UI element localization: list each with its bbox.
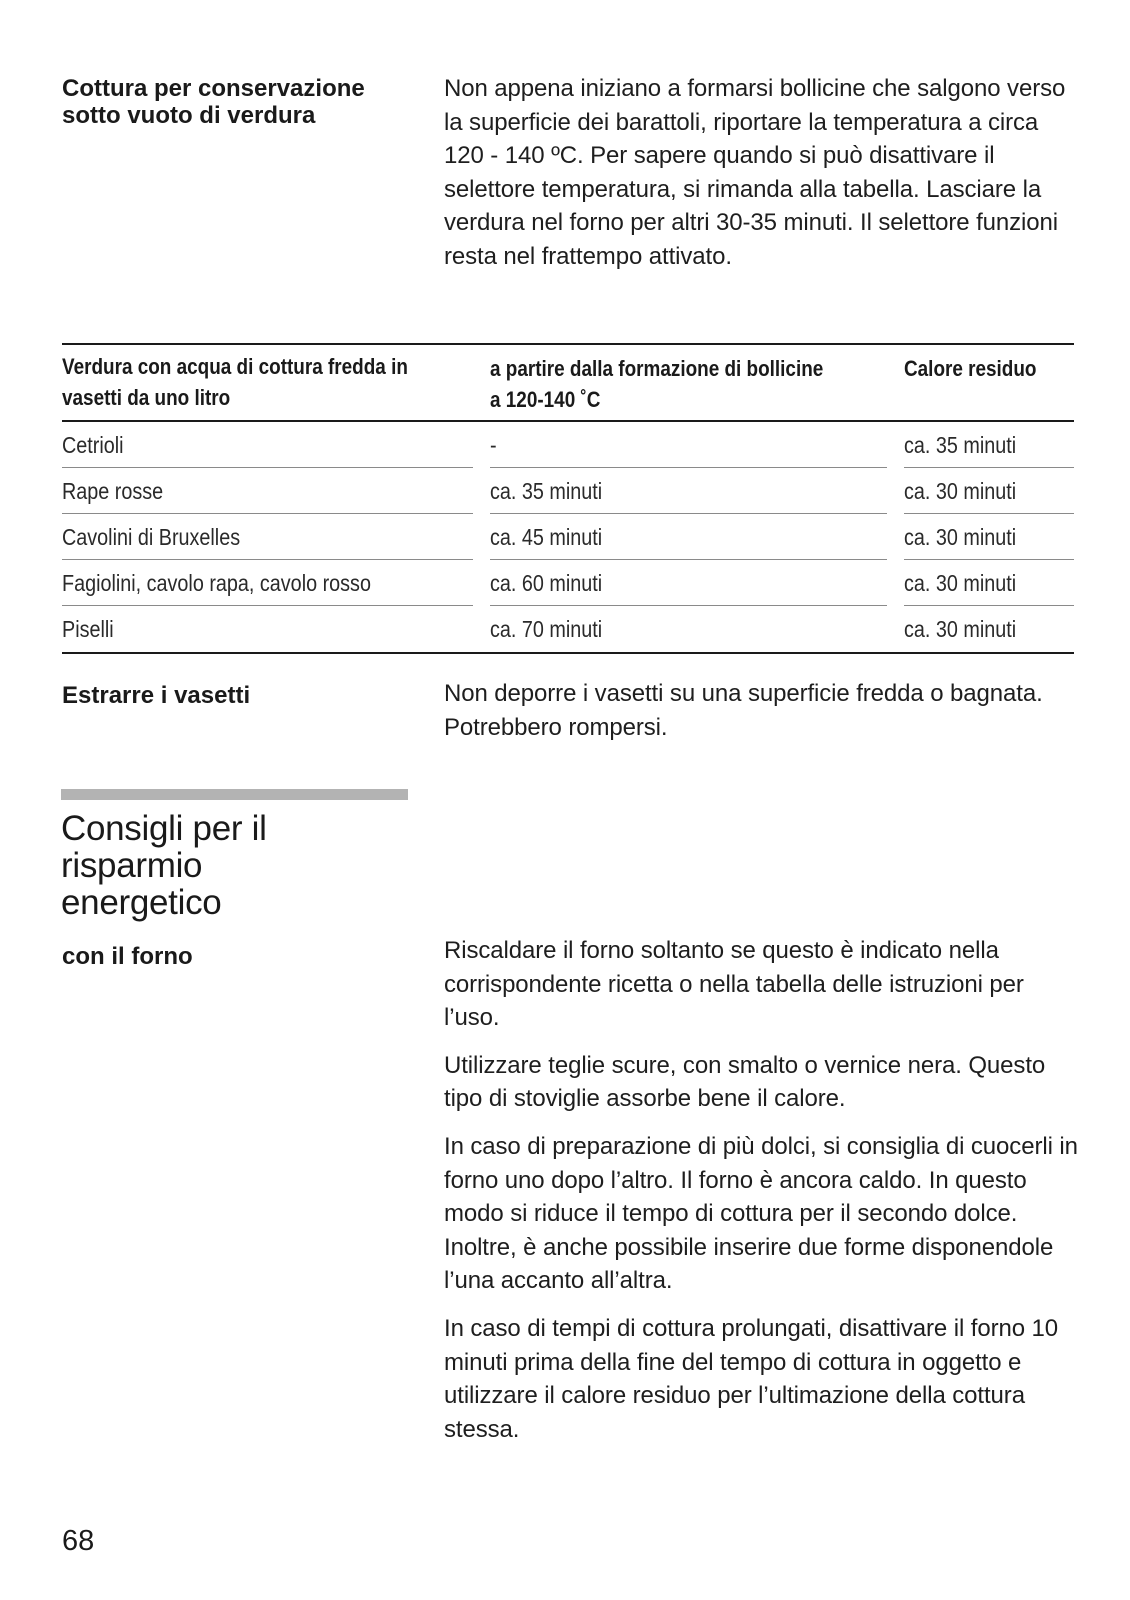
table-header-verdura: Verdura con acqua di cottura fredda in vasetti da uno litro [62,354,408,410]
section-divider-bar [61,789,408,800]
cell-bollicine: ca. 35 minuti [490,478,603,504]
cell-bollicine: ca. 70 minuti [490,616,603,642]
table-header-calore: Calore residuo [904,356,1037,381]
cell-calore: ca. 35 minuti [904,432,1017,458]
cell-calore: ca. 30 minuti [904,616,1017,642]
cell-verdura: Fagiolini, cavolo rapa, cavolo rosso [62,570,371,596]
forno-text [444,934,1084,1446]
forno-paragraph-2: Utilizzare teglie scure, con smalto o vernice nera. Questo tipo di stoviglie assorbe bene il calore. [444,1051,1046,1113]
cell-verdura: Cavolini di Bruxelles [62,524,241,550]
cell-bollicine: ca. 60 minuti [490,570,603,596]
cell-bollicine: - [490,432,497,458]
estrarre-heading: Estrarre i vasetti [62,682,251,709]
table-bottom-rule [62,652,1074,654]
page-number: 68 [62,1525,95,1557]
table-top-rule [62,343,1074,345]
section-title: Consigli per il risparmio energetico [61,809,267,922]
cell-verdura: Cetrioli [62,432,124,458]
cell-calore: ca. 30 minuti [904,524,1017,550]
forno-paragraph-4: In caso di tempi di cottura prolungati, disattivare il forno 10 minuti prima della fine del tempo di cottura in oggetto e utilizzare il calore residuo per l’ultimazione della cottura stessa. [444,1314,1059,1443]
cell-calore: ca. 30 minuti [904,570,1017,596]
cell-calore: ca. 30 minuti [904,478,1017,504]
table-row [62,514,1074,560]
table-header-bollicine: a partire dalla formazione di bollicine a 120-140 ˚C [490,356,824,412]
table-row [62,422,1074,468]
conservazione-text: Non appena iniziano a formarsi bollicine che salgono verso la superficie dei barattoli, riportare la temperatura a circa 120 - 140 ºC. Per sapere quando si può disattivare il selettore temperatura, si rimanda alla tabella. Lasciare la verdura nel forno per altri 30-35 minuti. Il selettore funzioni resta nel frattempo attivato. [444,75,1066,270]
cell-bollicine: ca. 45 minuti [490,524,603,550]
conservazione-heading: Cottura per conservazione sotto vuoto di verdura [62,75,365,129]
forno-heading: con il forno [62,943,193,970]
forno-paragraph-1: Riscaldare il forno soltanto se questo è indicato nella corrispondente ricetta o nella tabella delle istruzioni per l’uso. [444,937,1024,1032]
forno-paragraph-3: In caso di preparazione di più dolci, si consiglia di cuocerli in forno uno dopo l’altro. Il forno è ancora caldo. In questo modo si riduce il tempo di cottura per il secondo dolce. Inoltre, è anche possibile inserire due forme disponendole l’una accanto all’altra. [444,1132,1078,1295]
table-row [62,560,1074,606]
estrarre-text: Non deporre i vasetti su una superficie fredda o bagnata. Potrebbero rompersi. [444,680,1043,741]
cell-verdura: Piselli [62,616,114,642]
cell-verdura: Rape rosse [62,478,164,504]
table-row [62,606,1074,652]
table-row [62,468,1074,514]
